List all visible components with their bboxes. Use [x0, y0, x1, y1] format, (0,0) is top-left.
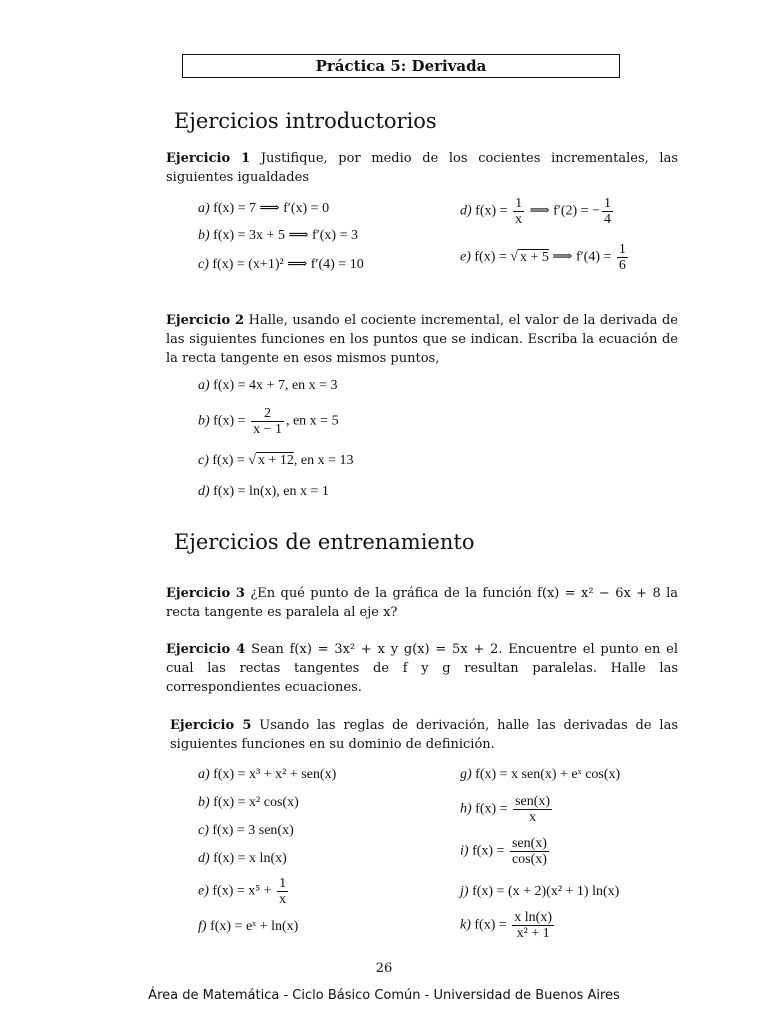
exercise-2-text: Halle, usando el cociente incremental, el valor de la derivada de las siguientes funciones en los puntos que se indican. Escriba la ecuación de la recta tangente en esos mismos puntos,: [166, 313, 678, 366]
exercise-5-label: Ejercicio 5: [170, 718, 252, 733]
page-number: 26: [375, 961, 393, 976]
section-heading-intro: Ejercicios introductorios: [174, 109, 437, 133]
page-footer: Área de Matemática - Ciclo Básico Común - Universidad de Buenos Aires: [148, 988, 620, 1003]
fraction: $\frac{\text{sen(x)}}{x}$: [515, 794, 551, 825]
fraction: $\frac{1}{x}$: [279, 876, 287, 907]
exercise-2-label: Ejercicio 2: [166, 313, 245, 328]
fraction: $\frac{1}{x}$: [515, 196, 523, 227]
ex2-item-c: c) f(x) = √ x + 12, en x = 13: [198, 453, 354, 468]
exercise-2-statement: [166, 311, 678, 368]
fraction: $\frac{\text{sen(x)}}{\cos(x)}$: [511, 836, 547, 867]
exercise-3-statement: [166, 584, 678, 622]
square-root: x + 5: [519, 249, 549, 265]
ex5-item-j: j) f(x) = (x + 2)(x² + 1) ln(x): [460, 884, 620, 899]
ex1-item-e: e) f(x) = √ x + 5 ⟹ f′(4) = $\frac{1}{6}$: [460, 242, 626, 273]
section-heading-training: Ejercicios de entrenamiento: [174, 530, 475, 554]
exercise-1-text: Justifique, por medio de los cocientes incrementales, las siguientes igualdades: [166, 151, 678, 185]
ex5-item-e: e) f(x) = x⁵ + $\frac{1}{x}$: [198, 876, 287, 907]
ex2-item-d: d) f(x) = ln(x), en x = 1: [198, 484, 329, 499]
ex5-item-a: a) f(x) = x³ + x² + sen(x): [198, 767, 337, 782]
fraction: $\frac{\text{x ln(x)}}{\text{x² + 1}}$: [514, 910, 552, 941]
ex1-item-a: a) f(x) = 7 ⟹ f′(x) = 0: [198, 201, 330, 216]
fraction: $\frac{2}{x - 1}$: [253, 406, 282, 437]
exercise-5-text: Usando las reglas de derivación, halle las derivadas de las siguientes funciones en su dominio de definición.: [170, 718, 678, 752]
ex5-item-h: h) f(x) = $\frac{\text{sen(x)}}{x}$: [460, 794, 551, 825]
ex2-item-b: b) f(x) = $\frac{2}{x - 1}$ , en x = 5: [198, 406, 339, 437]
fraction: $\frac{1}{4}$: [603, 196, 611, 227]
ex2-item-a: a) f(x) = 4x + 7, en x = 3: [198, 378, 338, 393]
square-root: x + 12: [257, 453, 294, 468]
exercise-3-text: ¿En qué punto de la gráfica de la función f(x) = x² − 6x + 8 la recta tangente es paralela al eje x?: [166, 586, 679, 620]
exercise-4-text: Sean f(x) = 3x² + x y g(x) = 5x + 2. Encuentre el punto en el cual las rectas tangentes de f y g resultan paralelas. Halle las correspondientes ecuaciones.: [166, 642, 678, 695]
fraction: $\frac{1}{6}$: [618, 242, 626, 273]
exercise-3-label: Ejercicio 3: [166, 586, 245, 601]
ex1-item-d: d) f(x) = $\frac{1}{x}$ ⟹ f′(2) = − $\frac{1}{4}$: [460, 196, 611, 227]
ex5-item-k: k) f(x) = $\frac{\text{x ln(x)}}{\text{x² + 1}}$: [460, 910, 552, 941]
ex5-item-i: i) f(x) = $\frac{\text{sen(x)}}{\cos(x)}$: [460, 836, 547, 867]
ex1-item-c: c) f(x) = (x+1)² ⟹ f′(4) = 10: [198, 257, 364, 272]
exercise-4-statement: [166, 640, 678, 697]
ex5-item-b: b) f(x) = x² cos(x): [198, 795, 299, 810]
exercise-4-label: Ejercicio 4: [166, 642, 246, 657]
ex1-item-b: b) f(x) = 3x + 5 ⟹ f′(x) = 3: [198, 228, 358, 243]
exercise-1-statement: [166, 149, 678, 187]
ex5-item-f: f) f(x) = eˣ + ln(x): [198, 919, 299, 934]
ex5-item-d: d) f(x) = x ln(x): [198, 851, 287, 866]
ex5-item-g: g) f(x) = x sen(x) + eˣ cos(x): [460, 767, 621, 782]
exercise-1-label: Ejercicio 1: [166, 151, 251, 166]
page-title: Práctica 5: Derivada: [182, 54, 620, 78]
ex5-item-c: c) f(x) = 3 sen(x): [198, 823, 294, 838]
exercise-5-statement: [170, 716, 678, 754]
